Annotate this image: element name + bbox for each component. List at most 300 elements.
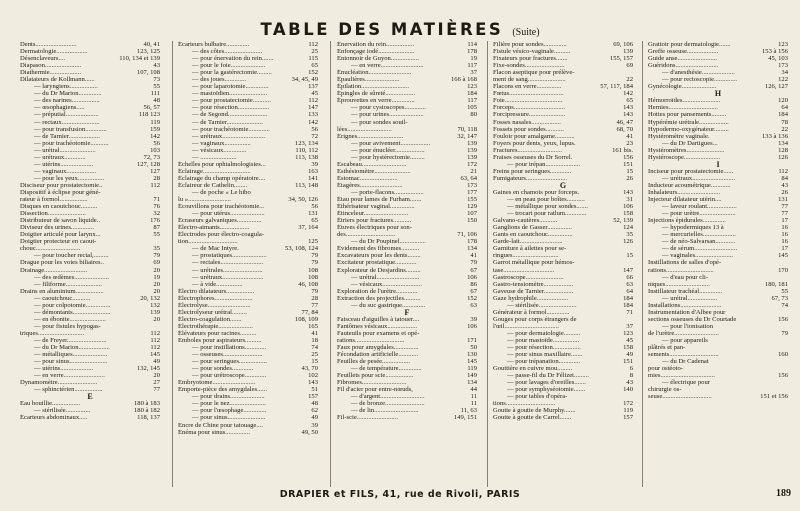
- entry-term: Fil-scie.........................: [337, 414, 398, 422]
- entry-term: — pour sinus.......................: [192, 414, 266, 422]
- index-entry: [20, 104, 160, 111]
- entry-page-ref: 31: [626, 196, 633, 204]
- index-entry: [178, 274, 318, 281]
- entry-term: — démontants.......................: [34, 308, 111, 316]
- entry-term: Extraction des projectiles..........: [337, 294, 421, 302]
- index-entry: [493, 295, 633, 302]
- index-entry: [648, 231, 788, 238]
- index-entry: [648, 55, 788, 62]
- index-entry: [337, 316, 477, 323]
- entry-page-ref: 56: [153, 139, 160, 147]
- entry-term: — rectales..........................: [192, 259, 264, 267]
- entry-term: — pour rectoscopie..............: [662, 76, 738, 84]
- index-entry: [337, 182, 477, 189]
- entry-page-ref: 132: [150, 301, 160, 309]
- entry-page-ref: 72: [311, 132, 318, 140]
- entry-term: Exploration de l'urètre.............: [337, 287, 418, 295]
- entry-term: lu »..........................: [178, 196, 231, 204]
- index-entry: [337, 245, 477, 252]
- entry-term: — pour toucher rectal,.........: [34, 252, 109, 260]
- index-entry: [178, 189, 318, 196]
- entry-term: Hypérémie urétrale..................: [648, 118, 729, 126]
- entry-term: Épaulières.....................: [337, 76, 400, 84]
- entry-term: Dispositif à éclipse pour géné-: [20, 188, 101, 196]
- entry-term: ringues............................: [493, 252, 559, 260]
- entry-term: Électrolyseur urétral.........: [178, 308, 247, 316]
- entry-page-ref: [474, 119, 477, 126]
- entry-page-ref: [157, 238, 160, 245]
- index-entry: [20, 111, 160, 118]
- entry-page-ref: 106: [623, 203, 633, 211]
- entry-page-ref: 64: [626, 287, 633, 295]
- entry-term: Forceps...............................: [493, 104, 565, 112]
- entry-term: sections osseuses du Dr Courtade: [648, 315, 737, 323]
- index-entry: [337, 231, 477, 238]
- index-entry: [178, 372, 318, 379]
- index-entry: [178, 224, 318, 231]
- entry-page-ref: 108, 109: [294, 315, 318, 323]
- entry-term: — d'eau pour cli-: [662, 273, 709, 281]
- entry-page-ref: 142: [150, 132, 160, 140]
- index-entry: [20, 203, 160, 210]
- entry-page-ref: 177: [467, 188, 477, 196]
- entry-term: — pour appareils: [662, 336, 708, 344]
- index-entry: [493, 393, 633, 400]
- entry-page-ref: 131: [308, 210, 318, 218]
- index-entry: [648, 126, 788, 133]
- entry-page-ref: 43: [781, 181, 788, 189]
- entry-page-ref: [785, 337, 788, 344]
- entry-term: Écouvillons pour trachéotomie...: [178, 203, 265, 211]
- entry-page-ref: 112: [308, 97, 318, 105]
- entry-page-ref: 67: [470, 266, 477, 274]
- entry-term: — pour trachéotomie.............: [192, 125, 270, 133]
- entry-page-ref: 65: [311, 62, 318, 70]
- entry-term: Drains en aluminium.................: [20, 287, 104, 295]
- entry-term: Fœtus.................................: [493, 90, 564, 98]
- entry-page-ref: 159: [150, 125, 160, 133]
- entry-term: Gastroscope.......................: [493, 273, 564, 281]
- index-entry: [337, 365, 477, 372]
- index-entry: [337, 203, 477, 210]
- section-letter: H: [714, 89, 722, 99]
- index-entry: [337, 295, 477, 302]
- index-entry: [20, 140, 160, 147]
- index-entry: [648, 365, 788, 372]
- index-entry: [493, 48, 633, 55]
- entry-page-ref: 39: [470, 315, 477, 323]
- index-entry: [493, 154, 633, 161]
- entry-page-ref: 17: [781, 245, 788, 253]
- entry-page-ref: [315, 189, 318, 196]
- index-entry: [648, 330, 788, 337]
- entry-term: Emporte-pièce des amygdales......: [178, 386, 267, 394]
- entry-page-ref: 120: [778, 97, 788, 105]
- index-entry: [178, 288, 318, 295]
- index-entry: [20, 400, 160, 407]
- index-entry: [493, 140, 633, 147]
- index-entry: [648, 175, 788, 182]
- index-entry: [493, 76, 633, 83]
- index-entry: [178, 69, 318, 76]
- index-entry: [20, 358, 160, 365]
- index-entry: [337, 344, 477, 351]
- index-entry: [493, 372, 633, 379]
- index-entry: [648, 104, 788, 111]
- entry-page-ref: [630, 393, 633, 400]
- entry-page-ref: 117: [467, 97, 477, 105]
- index-entry: [337, 119, 477, 126]
- index-entry: [493, 400, 633, 407]
- entry-term: Gants en caoutchouc...............: [493, 231, 573, 239]
- index-entry: [178, 316, 318, 323]
- index-entry: [337, 196, 477, 203]
- entry-page-ref: [785, 309, 788, 316]
- entry-term: niques...........................: [648, 280, 710, 288]
- index-column-4: [493, 41, 633, 489]
- entry-page-ref: 149, 151: [453, 414, 477, 422]
- entry-term: Étuves électriques pour son-: [337, 224, 412, 232]
- entry-term: — hypodermiques 13 à: [662, 224, 724, 232]
- entry-page-ref: 117: [467, 62, 477, 70]
- entry-page-ref: 6: [629, 365, 633, 373]
- index-entry: [178, 196, 318, 203]
- entry-page-ref: 43: [626, 379, 633, 387]
- index-entry: [493, 302, 633, 309]
- entry-term: — à vide................: [192, 280, 243, 288]
- index-entry: [178, 111, 318, 118]
- index-entry: [337, 41, 477, 48]
- index-entry: [493, 133, 633, 140]
- entry-term: rateur à formol.................: [20, 196, 88, 204]
- index-entry: [493, 189, 633, 196]
- entry-term: — d'anesthésie....................: [662, 69, 735, 77]
- index-entry: [20, 330, 160, 337]
- entry-term: Flacons en verre...............: [493, 83, 562, 91]
- entry-page-ref: 170: [778, 266, 788, 274]
- entry-page-ref: 19: [470, 55, 477, 63]
- entry-page-ref: 112: [150, 329, 160, 337]
- entry-term: pour ostéoto-: [648, 365, 683, 373]
- entry-page-ref: 79: [470, 259, 477, 267]
- entry-page-ref: 151 et 156: [760, 393, 788, 401]
- entry-page-ref: 51: [311, 386, 318, 394]
- index-entry: [337, 62, 477, 69]
- entry-term: Fosses nasales..................: [493, 118, 561, 126]
- entry-page-ref: 173: [778, 62, 788, 70]
- entry-page-ref: 41: [626, 132, 633, 140]
- entry-page-ref: 15: [626, 252, 633, 260]
- entry-term: — du Dr Dartigues...: [662, 139, 718, 147]
- entry-page-ref: 145: [778, 252, 788, 260]
- entry-page-ref: 56: [311, 203, 318, 211]
- index-entry: [20, 41, 160, 48]
- entry-term: Gouttière en cuivre mou.........: [493, 365, 573, 373]
- entry-page-ref: 41: [470, 252, 477, 260]
- entry-term: Étagères..........................: [337, 181, 403, 189]
- index-entry: [178, 168, 318, 175]
- entry-page-ref: 16: [781, 224, 788, 232]
- entry-page-ref: 143: [623, 188, 633, 196]
- index-entry: [493, 168, 633, 175]
- entry-page-ref: 57, 117, 184: [600, 83, 633, 91]
- index-entry: [493, 316, 633, 323]
- index-entry: [648, 203, 788, 210]
- index-entry: [178, 90, 318, 97]
- entry-term: Gynécologie.....................: [648, 83, 717, 91]
- entry-term: des..............................: [337, 231, 396, 239]
- entry-term: Éclairage.............................: [178, 167, 251, 175]
- index-entry: [648, 309, 788, 316]
- entry-page-ref: 34, 45, 49: [291, 76, 318, 84]
- entry-term: — pour colpotomie...............: [34, 301, 111, 309]
- index-entry: [20, 133, 160, 140]
- entry-term: Énéma pour sinus...............: [178, 428, 250, 436]
- index-entry: [648, 372, 788, 379]
- index-entry: [648, 140, 788, 147]
- index-entry: [648, 168, 788, 175]
- index-entry: [493, 111, 633, 118]
- index-entry: [337, 90, 477, 97]
- entry-term: — mastoïdien.......................: [192, 90, 268, 98]
- entry-term: Gaines en chamois pour forceps.: [493, 188, 580, 196]
- index-entry: [178, 309, 318, 316]
- index-entry: [493, 196, 633, 203]
- entry-page-ref: 43, 70: [301, 365, 318, 373]
- entry-page-ref: 139: [467, 153, 477, 161]
- index-entry: [337, 288, 477, 295]
- entry-page-ref: 79: [781, 329, 788, 337]
- entry-page-ref: 63, 64: [460, 174, 477, 182]
- entry-term: Enfonçage iodé......................: [337, 48, 415, 56]
- entry-term: Filière pour sondes..............: [493, 41, 567, 48]
- entry-term: Dissection.......................: [20, 210, 86, 218]
- entry-term: Dynamomètre........................: [20, 379, 98, 387]
- entry-page-ref: 25: [311, 351, 318, 359]
- index-entry: [178, 393, 318, 400]
- index-entry: [178, 175, 318, 182]
- entry-term: — pour urétroscope.............: [192, 372, 267, 380]
- entry-page-ref: 156: [778, 315, 788, 323]
- index-entry: [493, 224, 633, 231]
- entry-term: — urétraux..........................: [192, 132, 266, 140]
- entry-page-ref: 130: [467, 351, 477, 359]
- entry-page-ref: 133 à 136: [761, 132, 788, 140]
- publisher-footer: DRAPIER et FILS, 41, rue de Rivoli, PARIS: [279, 489, 521, 500]
- entry-page-ref: 77: [781, 203, 788, 211]
- entry-page-ref: 70, 118: [457, 125, 477, 133]
- entry-term: Instillations de salles d'opé-: [648, 259, 722, 267]
- entry-term: — pour sinus.......................: [34, 358, 108, 366]
- entry-page-ref: 73: [153, 76, 160, 84]
- index-entry: [493, 281, 633, 288]
- entry-page-ref: 45: [626, 336, 633, 344]
- entry-term: — pour lavages d'oreilles.......: [507, 379, 586, 387]
- entry-page-ref: 32: [153, 210, 160, 218]
- index-column-1: [20, 41, 160, 489]
- index-entry: [648, 97, 788, 104]
- index-entry: [178, 429, 318, 436]
- index-entry: [648, 196, 788, 203]
- entry-term: Générateur à formol..............: [493, 308, 570, 316]
- entry-page-ref: [474, 330, 477, 337]
- entry-term: — pour seringues.................: [192, 358, 267, 366]
- entry-term: Entonnoir de Guyon.................: [337, 55, 419, 63]
- index-entry: [493, 83, 633, 90]
- entry-page-ref: 133: [308, 111, 318, 119]
- entry-page-ref: 27: [153, 379, 160, 387]
- entry-term: — pour prostatectomie...........: [192, 97, 271, 105]
- entry-page-ref: 16: [781, 231, 788, 239]
- index-entry: [493, 407, 633, 414]
- index-entry: [178, 344, 318, 351]
- entry-term: — pour fistules hypogas-: [34, 322, 101, 330]
- entry-term: — stérilisée.......................: [507, 301, 577, 309]
- index-entry: [178, 48, 318, 55]
- entry-page-ref: 108: [308, 266, 318, 274]
- entry-page-ref: 139: [467, 146, 477, 154]
- entry-term: Électrophores.......................: [178, 294, 253, 302]
- index-entry: [20, 414, 160, 421]
- entry-term: tion..............................: [178, 238, 238, 246]
- entry-term: Fractures...........................: [493, 146, 563, 154]
- index-entry: [337, 69, 477, 76]
- entry-term: Inciseur pour prostatectomie......: [648, 167, 734, 175]
- index-entry: [178, 414, 318, 421]
- index-entry: [493, 203, 633, 210]
- entry-page-ref: 184: [467, 90, 477, 98]
- entry-term: Épilation.............................: [337, 83, 409, 91]
- index-entry: [493, 147, 633, 154]
- index-entry: [178, 281, 318, 288]
- entry-term: Électrolyse..........................: [178, 301, 251, 309]
- entry-page-ref: 22: [781, 125, 788, 133]
- entry-term: Énervation du rein.................: [337, 41, 415, 48]
- entry-page-ref: 25: [311, 48, 318, 56]
- entry-page-ref: 139: [467, 139, 477, 147]
- entry-term: — pour résection...................: [192, 104, 270, 112]
- entry-page-ref: 113, 138: [295, 153, 318, 161]
- entry-term: Épingles de sûreté..................: [337, 90, 416, 98]
- index-entry: [337, 76, 477, 83]
- entry-term: — pour trépanation.............: [507, 358, 581, 366]
- entry-page-ref: 74: [781, 301, 788, 309]
- index-entry: [493, 90, 633, 97]
- index-entry: [337, 210, 477, 217]
- index-entry: [20, 337, 160, 344]
- entry-term: Injections épidurales..............: [648, 217, 726, 225]
- entry-page-ref: 63: [470, 301, 477, 309]
- entry-page-ref: 107: [467, 210, 477, 218]
- entry-term: Énucléation..........................: [337, 69, 412, 77]
- entry-term: — urétraux..........................: [662, 174, 736, 182]
- entry-page-ref: 145: [467, 358, 477, 366]
- index-entry: [178, 97, 318, 104]
- entry-term: — pour sondes souil-: [351, 118, 408, 126]
- index-entry: [337, 393, 477, 400]
- entry-page-ref: [630, 316, 633, 323]
- index-entry: [178, 323, 318, 330]
- index-entry: [20, 407, 160, 414]
- entry-page-ref: 161 bis.: [612, 146, 633, 154]
- entry-page-ref: 40, 41: [143, 41, 160, 48]
- entry-term: Électrodes pour électro-coagula-: [178, 231, 265, 239]
- entry-page-ref: 126, 127: [764, 83, 788, 91]
- index-entry: [20, 119, 160, 126]
- index-entry: [337, 224, 477, 231]
- entry-term: Fossets pour sondes...........: [493, 125, 564, 133]
- entry-term: Gouges pour corps étrangers de: [493, 315, 577, 323]
- entry-term: Grattoir pour dermatologie.......: [648, 41, 731, 48]
- entry-term: — pour énucléer..................: [351, 146, 425, 154]
- entry-term: — de Mac Intyre.: [192, 245, 239, 253]
- entry-page-ref: [315, 231, 318, 238]
- entry-term: Échelles pour ophtalmologistes...: [178, 160, 266, 168]
- entry-term: Freins pour seringues.............: [493, 167, 572, 175]
- entry-term: — en ébonite......................: [34, 315, 106, 323]
- entry-term: — urétral......................: [34, 146, 96, 154]
- index-entry: [648, 238, 788, 245]
- entry-page-ref: 172: [467, 160, 477, 168]
- entry-page-ref: 166 à 168: [450, 76, 477, 84]
- entry-term: — du Dr Marion...................: [34, 344, 110, 352]
- entry-term: — de poche « Le hibo: [192, 188, 251, 196]
- index-entry: [493, 351, 633, 358]
- index-entry: [493, 365, 633, 372]
- entry-page-ref: 184: [778, 111, 788, 119]
- entry-page-ref: 110, 134 et 139: [119, 55, 160, 63]
- index-entry: [20, 344, 160, 351]
- index-entry: [20, 274, 160, 281]
- entry-page-ref: 78: [781, 118, 788, 126]
- entry-page-ref: [157, 189, 160, 196]
- entry-page-ref: 156: [623, 153, 633, 161]
- entry-term: Instillateur trachéal..............: [648, 287, 723, 295]
- entry-term: Disciseur pour prostatectomie..: [20, 181, 103, 189]
- index-entry: [178, 302, 318, 309]
- entry-page-ref: 142: [308, 118, 318, 126]
- index-entry: [20, 231, 160, 238]
- index-entry: [648, 210, 788, 217]
- index-entry: [20, 69, 160, 76]
- entry-page-ref: 165: [308, 322, 318, 330]
- entry-page-ref: 112: [778, 167, 788, 175]
- entry-term: Dilatateurs de Kollmann......: [20, 76, 95, 84]
- entry-term: Garniture à ailettes pour se-: [493, 245, 567, 253]
- index-entry: [178, 119, 318, 126]
- entry-page-ref: 145: [150, 351, 160, 359]
- entry-page-ref: 150: [467, 217, 477, 225]
- entry-term: — des joues.............: [192, 76, 247, 84]
- entry-term: Eau bouillie.................: [20, 400, 81, 408]
- entry-term: Électrothérapie.....................: [178, 322, 253, 330]
- index-entry: [648, 386, 788, 393]
- index-entry: [178, 161, 318, 168]
- entry-page-ref: 107, 108: [136, 69, 160, 77]
- entry-term: Hystéroscope......................: [648, 153, 721, 161]
- index-entry: [20, 245, 160, 252]
- entry-page-ref: 134: [467, 245, 477, 253]
- entry-term: Goutte à goutte de Carrel.......: [493, 414, 572, 422]
- entry-page-ref: 178: [467, 238, 477, 246]
- entry-page-ref: 155, 157: [609, 55, 633, 63]
- index-entry: [648, 267, 788, 274]
- index-entry: [648, 245, 788, 252]
- entry-term: — pour urines.....................: [351, 111, 424, 119]
- index-entry: [20, 267, 160, 274]
- index-entry: [337, 48, 477, 55]
- entry-term: — vésicaux........................: [351, 280, 422, 288]
